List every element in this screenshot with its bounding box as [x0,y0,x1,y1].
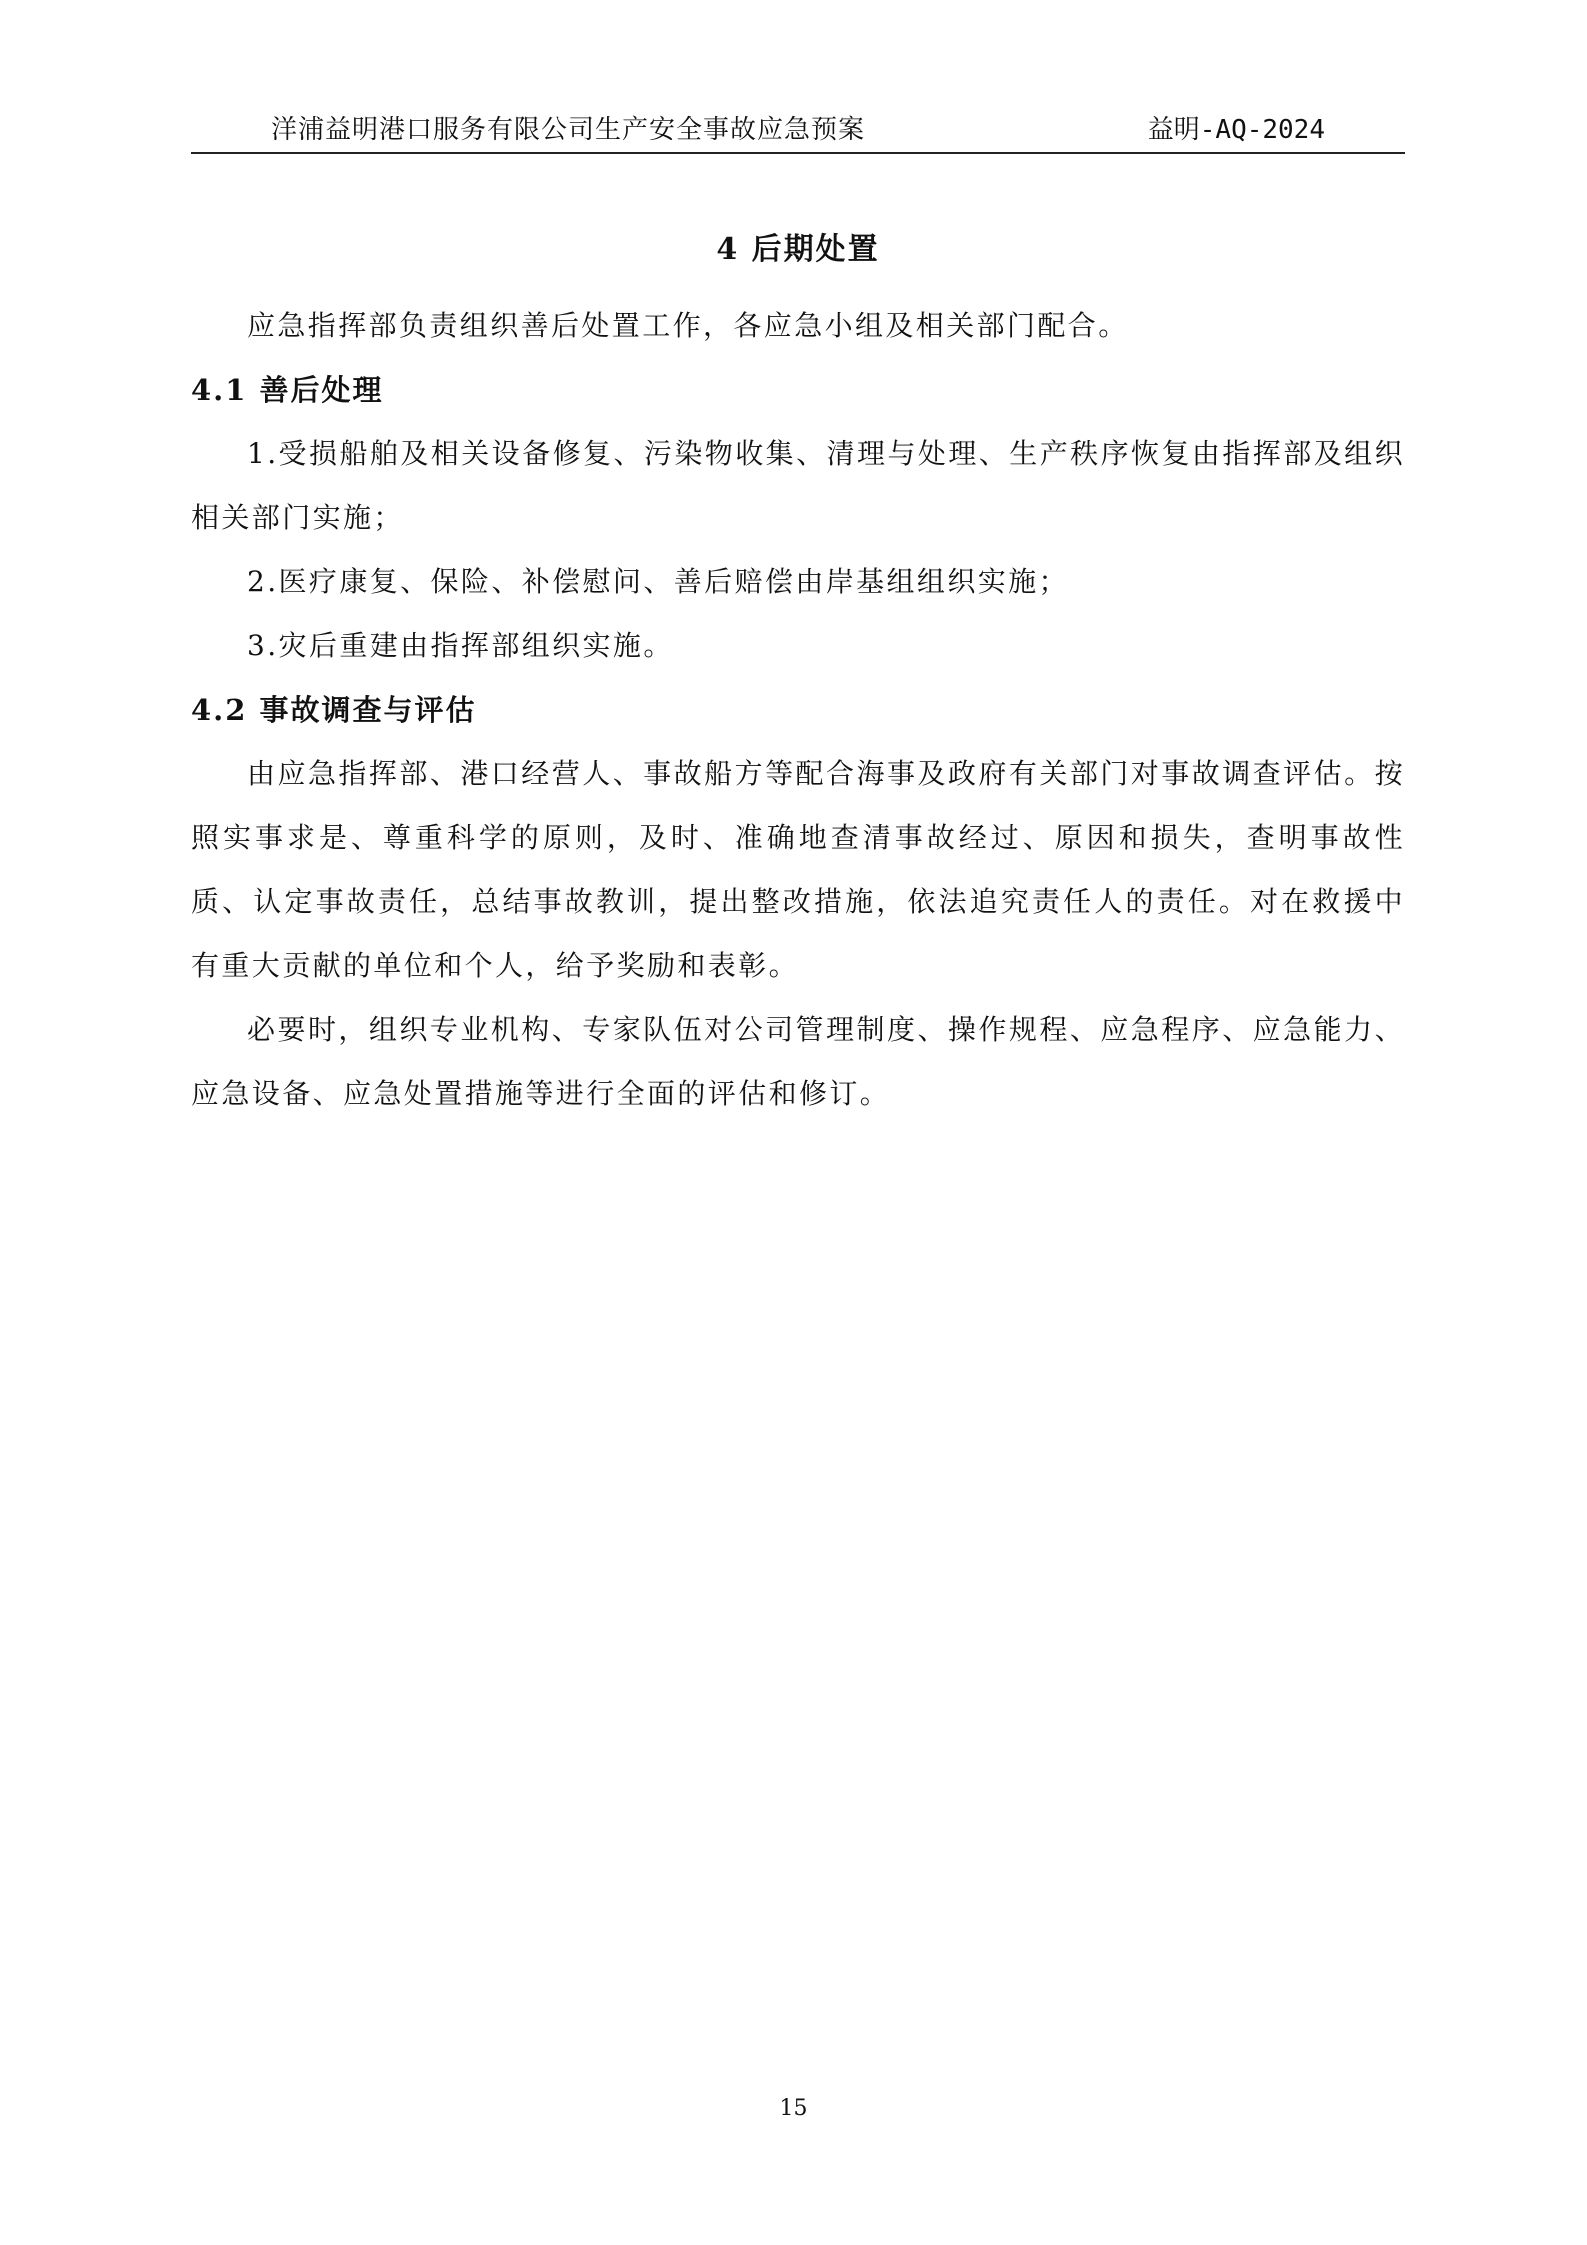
page-number: 15 [779,2096,808,2121]
chapter-intro: 应急指挥部负责组织善后处置工作，各应急小组及相关部门配合。 [247,309,1129,342]
list-item: 3.灾后重建由指挥部组织实施。 [247,629,674,662]
header-title: 洋浦益明港口服务有限公司生产安全事故应急预案 [271,115,866,145]
section-title-4-2: 4.2 事故调查与评估 [191,693,477,727]
page-header [191,112,1405,152]
list-item: 1.受损船舶及相关设备修复、污染物收集、清理与处理、生产秩序恢复由指挥部及组织相关部门实施； [191,437,1405,534]
chapter-title: 4 后期处置 [716,232,880,267]
header-divider [191,152,1405,154]
page-content [191,220,1405,1126]
list-item: 2.医疗康复、保险、补偿慰问、善后赔偿由岸基组组织实施； [247,565,1069,598]
paragraph: 必要时，组织专业机构、专家队伍对公司管理制度、操作规程、应急程序、应急能力、应急设备、应急处置措施等进行全面的评估和修订。 [191,1013,1405,1110]
section-title-4-1: 4.1 善后处理 [191,373,384,407]
header-doc-code: 益明-AQ-2024 [1147,115,1325,145]
paragraph: 由应急指挥部、港口经营人、事故船方等配合海事及政府有关部门对事故调查评估。按照实事求是、尊重科学的原则，及时、准确地查清事故经过、原因和损失，查明事故性质、认定事故责任，总结事故教训，提出整改措施，依法追究责任人的责任。对在救援中有重大贡献的单位和个人，给予奖励和表彰。 [191,757,1405,982]
